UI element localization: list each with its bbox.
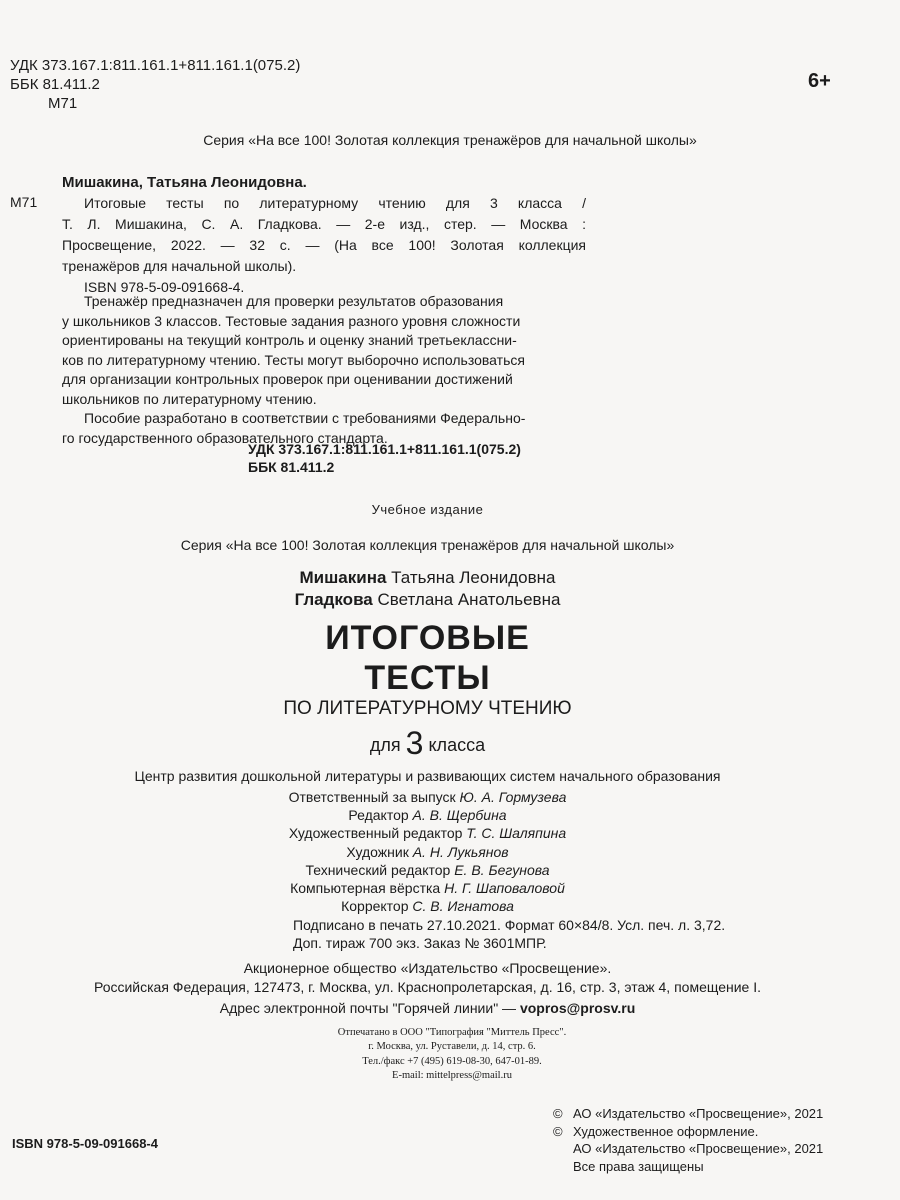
biblio-line: Итоговые тесты по литературному чтению для 3 класса / bbox=[84, 195, 586, 211]
annotation-line: для организации контрольных проверок при оценивании достижений bbox=[62, 371, 513, 387]
author-mark-left: М71 bbox=[10, 194, 38, 210]
author-mark-top: М71 bbox=[48, 95, 78, 112]
credit-row bbox=[0, 824, 855, 842]
udk-code-top: УДК 373.167.1:811.161.1+811.161.1(075.2) bbox=[10, 57, 301, 74]
credit-row bbox=[0, 788, 855, 806]
authors-block bbox=[0, 567, 855, 611]
bibliographic-record bbox=[62, 172, 586, 298]
udk-right-block bbox=[248, 440, 521, 476]
credit-role: Редактор bbox=[348, 807, 409, 824]
copyright-block bbox=[553, 1105, 823, 1175]
biblio-author: Мишакина, Татьяна Леонидовна. bbox=[62, 174, 307, 191]
author-name: Татьяна Леонидовна bbox=[391, 568, 556, 587]
credit-row bbox=[0, 897, 855, 915]
editorial-center: Центр развития дошкольной литературы и развивающих систем начального образования bbox=[134, 768, 721, 784]
annotation bbox=[62, 292, 586, 448]
annotation-line: Пособие разработано в соответствии с требованиями Федерально- bbox=[84, 410, 526, 426]
hotline-email bbox=[0, 1000, 855, 1016]
credit-role: Художественный редактор bbox=[288, 825, 463, 842]
print-info bbox=[293, 916, 725, 952]
age-rating: 6+ bbox=[808, 70, 831, 92]
credits-block bbox=[0, 788, 855, 915]
biblio-line: тренажёров для начальной школы). bbox=[62, 258, 297, 274]
author-surname: Гладкова bbox=[294, 590, 373, 609]
print-info-line: Подписано в печать 27.10.2021. Формат 60×84/8. Усл. печ. л. 3,72. bbox=[293, 917, 726, 933]
email-address: vopros@prosv.ru bbox=[519, 1000, 636, 1016]
print-info-line: Доп. тираж 700 экз. Заказ № 3601МПР. bbox=[293, 935, 547, 951]
annotation-line: ков по литературному чтению. Тесты могут выборочно использоваться bbox=[62, 351, 525, 368]
title-line-1: ИТОГОВЫЕ bbox=[325, 619, 530, 657]
copyright-line: Художественное оформление. bbox=[573, 1123, 759, 1139]
credit-row bbox=[0, 843, 855, 861]
credit-person: Е. В. Бегунова bbox=[454, 861, 550, 878]
copyright-line: АО «Издательство «Просвещение», 2021 bbox=[573, 1106, 824, 1121]
author-line bbox=[0, 589, 855, 611]
udk-code-right: УДК 373.167.1:811.161.1+811.161.1(075.2) bbox=[248, 441, 521, 457]
credit-person: Н. Г. Шаповаловой bbox=[444, 880, 565, 897]
series-title-mid: Серия «На все 100! Золотая коллекция тренажёров для начальной школы» bbox=[180, 537, 675, 553]
annotation-line: Тренажёр предназначен для проверки результатов образования bbox=[84, 293, 504, 309]
grade-suffix: класса bbox=[428, 735, 486, 755]
printer-line: E-mail: mittelpress@mail.ru bbox=[392, 1070, 512, 1082]
grade-number: 3 bbox=[405, 725, 424, 761]
credit-person: С. В. Игнатова bbox=[412, 898, 514, 915]
printer-info bbox=[287, 1026, 617, 1084]
biblio-line: Т. Л. Мишакина, С. А. Гладкова. — 2-е изд., стер. — Москва : bbox=[62, 216, 586, 232]
printer-line: г. Москва, ул. Руставели, д. 14, стр. 6. bbox=[368, 1041, 536, 1053]
annotation-line: ориентированы на текущий контроль и оценку знаний третьеклассни- bbox=[62, 332, 517, 348]
udk-header-block bbox=[10, 56, 300, 113]
credit-role: Технический редактор bbox=[305, 861, 451, 878]
email-label: Адрес электронной почты "Горячей линии" — bbox=[219, 1000, 517, 1016]
credit-person: Ю. А. Гормузева bbox=[459, 789, 567, 805]
title-line-2: ТЕСТЫ bbox=[364, 659, 491, 697]
credit-person: А. Н. Лукьянов bbox=[412, 843, 509, 860]
book-subtitle: ПО ЛИТЕРАТУРНОМУ ЧТЕНИЮ bbox=[283, 698, 572, 719]
printer-line: Тел./факс +7 (495) 619-08-30, 647-01-89. bbox=[362, 1055, 542, 1067]
copyright-line: АО «Издательство «Просвещение», 2021 bbox=[573, 1141, 824, 1156]
copyright-line: Все права защищены bbox=[573, 1158, 704, 1174]
credit-role: Компьютерная вёрстка bbox=[290, 880, 441, 897]
author-surname: Мишакина bbox=[299, 568, 387, 587]
credit-role: Художник bbox=[346, 843, 409, 860]
biblio-line: Просвещение, 2022. — 32 с. — (На все 100! Золотая коллекция bbox=[62, 237, 586, 253]
annotation-line: у школьников 3 классов. Тестовые задания разного уровня сложности bbox=[62, 312, 521, 329]
credit-row bbox=[0, 879, 855, 897]
copyright-icon: © bbox=[553, 1123, 563, 1139]
credit-role: Корректор bbox=[341, 898, 409, 915]
publisher-name: Акционерное общество «Издательство «Просвещение». bbox=[243, 960, 612, 976]
book-title bbox=[0, 618, 855, 698]
bbk-code-right: ББК 81.411.2 bbox=[248, 459, 335, 475]
series-title-top: Серия «На все 100! Золотая коллекция тренажёров для начальной школы» bbox=[203, 132, 697, 148]
credit-row bbox=[0, 806, 855, 824]
credit-person: А. В. Щербина bbox=[412, 807, 507, 824]
printer-line: Отпечатано в ООО "Типография "Миттель Пресс". bbox=[337, 1027, 567, 1038]
edition-type: Учебное издание bbox=[371, 502, 484, 517]
grade-line bbox=[0, 725, 855, 762]
credit-role: Ответственный за выпуск bbox=[288, 789, 456, 805]
isbn-bottom: ISBN 978-5-09-091668-4 bbox=[12, 1136, 158, 1151]
grade-prefix: для bbox=[369, 735, 401, 755]
credit-person: Т. С. Шаляпина bbox=[466, 825, 567, 842]
annotation-line: школьников по литературному чтению. bbox=[62, 390, 317, 407]
biblio-isbn: ISBN 978-5-09-091668-4. bbox=[84, 279, 245, 295]
author-name: Светлана Анатольевна bbox=[377, 590, 561, 609]
credit-row bbox=[0, 861, 855, 879]
bbk-code-top: ББК 81.411.2 bbox=[10, 76, 100, 93]
author-line bbox=[0, 567, 855, 589]
publisher-block bbox=[0, 959, 855, 996]
annotation-line: го государственного образовательного стандарта. bbox=[62, 429, 388, 446]
copyright-icon: © bbox=[553, 1106, 563, 1121]
publisher-address: Российская Федерация, 127473, г. Москва, ул. Краснопролетарская, д. 16, стр. 3, этаж 4, помещение I. bbox=[93, 978, 762, 995]
